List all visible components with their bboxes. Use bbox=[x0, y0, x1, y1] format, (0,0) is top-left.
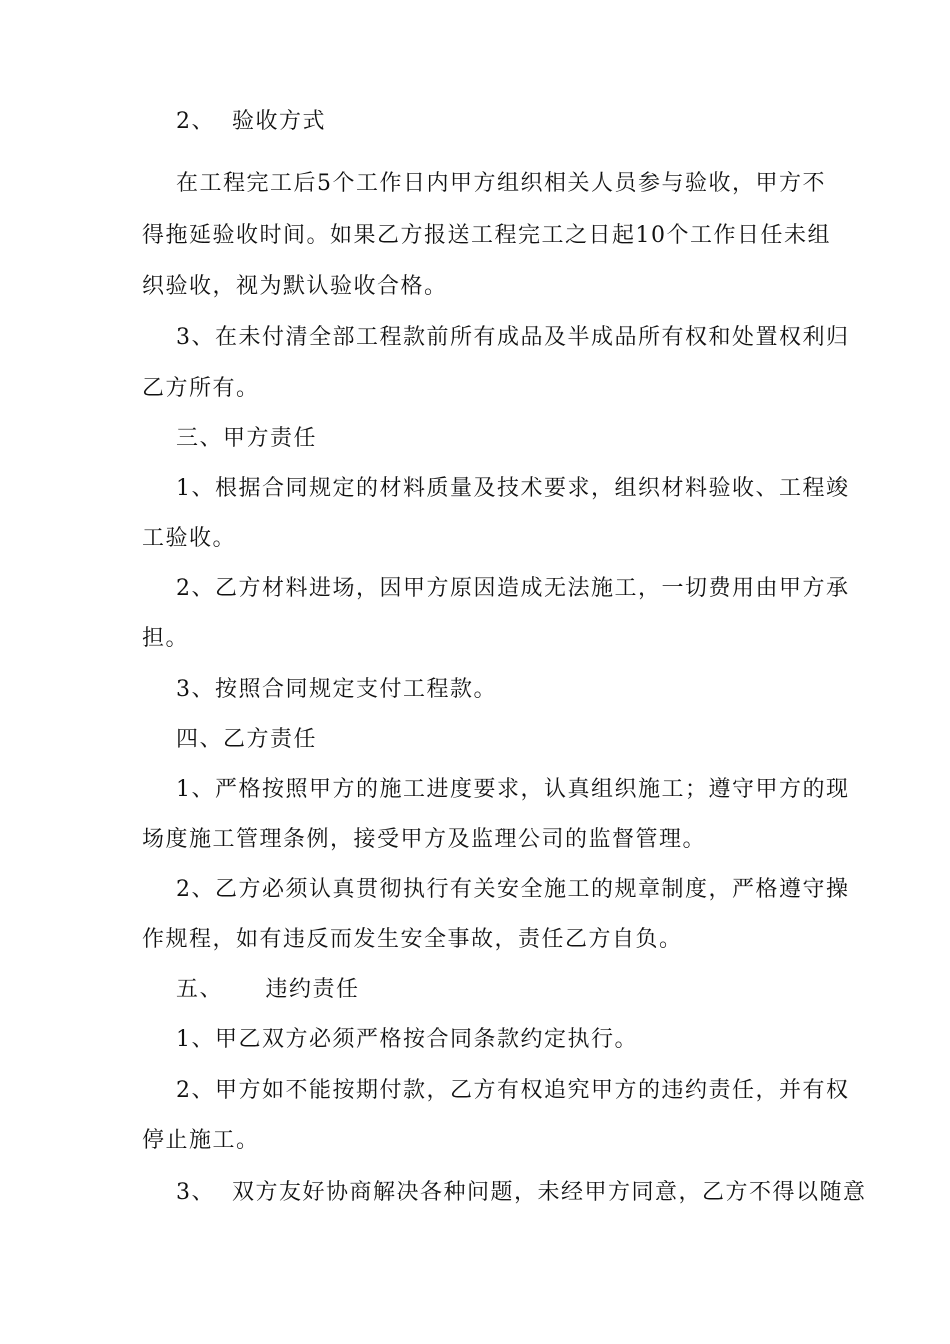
paragraph-line: 织验收，视为默认验收合格。 bbox=[142, 274, 448, 299]
paragraph-line: 得拖延验收时间。如果乙方报送工程完工之日起10个工作日任未组 bbox=[142, 223, 831, 248]
paragraph-line: 工验收。 bbox=[142, 526, 237, 551]
paragraph-line: 3、按照合同规定支付工程款。 bbox=[176, 677, 497, 702]
section-5-heading: 五、 违约责任 bbox=[176, 977, 360, 1002]
paragraph-line: 停止施工。 bbox=[142, 1128, 260, 1153]
paragraph-line: 1、根据合同规定的材料质量及技术要求，组织材料验收、工程竣 bbox=[176, 476, 850, 501]
paragraph-line: 在工程完工后5个工作日内甲方组织相关人员参与验收，甲方不 bbox=[176, 171, 826, 196]
paragraph-line: 3、在未付清全部工程款前所有成品及半成品所有权和处置权利归 bbox=[176, 325, 850, 350]
paragraph-line: 2、乙方材料进场，因甲方原因造成无法施工，一切费用由甲方承 bbox=[176, 576, 850, 601]
paragraph-line: 场度施工管理条例，接受甲方及监理公司的监督管理。 bbox=[142, 827, 707, 852]
paragraph-line: 1、甲乙双方必须严格按合同条款约定执行。 bbox=[176, 1027, 638, 1052]
section-2-acceptance-heading: 2、 验收方式 bbox=[176, 109, 326, 134]
paragraph-line: 作规程，如有违反而发生安全事故，责任乙方自负。 bbox=[142, 927, 683, 952]
section-3-heading: 三、甲方责任 bbox=[176, 426, 318, 451]
paragraph-line: 1、严格按照甲方的施工进度要求，认真组织施工；遵守甲方的现 bbox=[176, 777, 850, 802]
paragraph-line: 2、甲方如不能按期付款，乙方有权追究甲方的违约责任，并有权 bbox=[176, 1078, 850, 1103]
paragraph-line: 担。 bbox=[142, 626, 190, 651]
paragraph-line: 2、乙方必须认真贯彻执行有关安全施工的规章制度，严格遵守操 bbox=[176, 877, 850, 902]
paragraph-line: 3、 双方友好协商解决各种问题，未经甲方同意，乙方不得以随意 bbox=[176, 1180, 867, 1205]
section-4-heading: 四、乙方责任 bbox=[176, 727, 318, 752]
paragraph-line: 乙方所有。 bbox=[142, 376, 260, 401]
